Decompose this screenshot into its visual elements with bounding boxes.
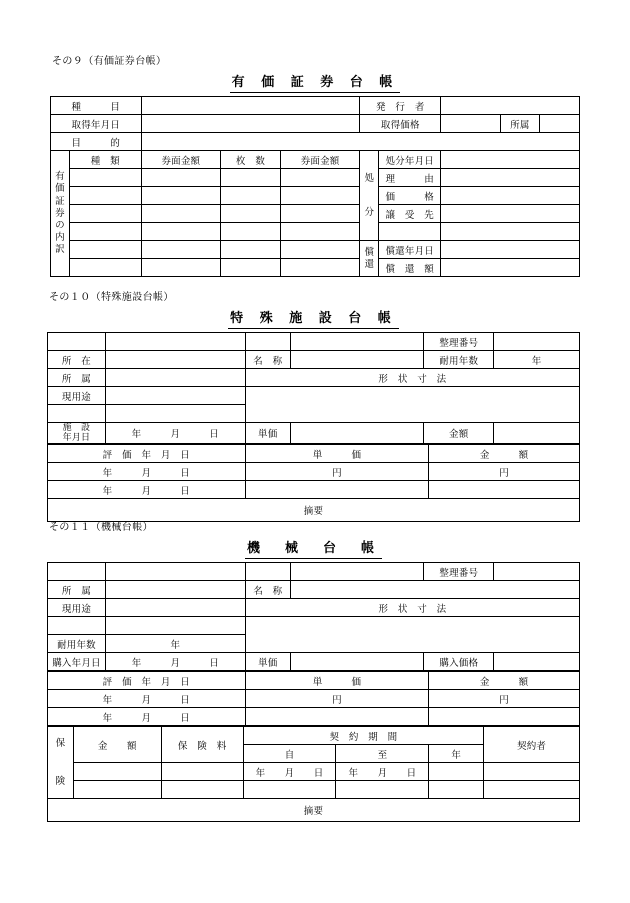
spacer-cell: [48, 333, 106, 351]
detail-cell[interactable]: [141, 169, 221, 187]
value-unit-price[interactable]: [290, 423, 424, 444]
label-control-number: 整理番号: [424, 333, 494, 351]
label-contract-period: 契 約 期 間: [243, 727, 484, 745]
value-name[interactable]: [290, 351, 424, 369]
blank-value-cell[interactable]: [105, 617, 245, 635]
detail-col-face2: 券面金額: [280, 151, 360, 169]
value-purpose[interactable]: [141, 133, 579, 151]
label-current-use: 現用途: [48, 599, 106, 617]
value-affiliation[interactable]: [105, 581, 245, 599]
insurance-label-char: 険: [55, 775, 66, 787]
value-durable-years[interactable]: 年: [494, 351, 580, 369]
valuation-date[interactable]: 年 月 日: [48, 708, 246, 726]
facility-valuation-row: [48, 481, 580, 499]
value-contractor[interactable]: [484, 763, 580, 781]
value-durable-years[interactable]: 年: [105, 635, 245, 653]
securities-row-purpose: [51, 133, 580, 151]
securities-detail-row: [51, 223, 580, 241]
blank-label-cell: [48, 617, 106, 635]
value-period-from[interactable]: [243, 781, 336, 799]
label-issuer: 発 行 者: [360, 97, 441, 115]
redemption-field-label: 償還年月日: [379, 241, 441, 259]
insurance-label: [48, 727, 74, 799]
label-period-years: 年: [429, 745, 484, 763]
value-name[interactable]: [290, 581, 579, 599]
value-current-use[interactable]: [105, 599, 245, 617]
machine-insurance-table: [47, 726, 580, 822]
value-period-years[interactable]: [429, 763, 484, 781]
securities-detail-row: [51, 241, 580, 259]
value-amount[interactable]: [494, 423, 580, 444]
detail-cell[interactable]: [280, 223, 360, 241]
redemption-label-char: 還: [364, 258, 375, 270]
label-amount: 金額: [424, 423, 494, 444]
redemption-field-value[interactable]: [441, 259, 580, 277]
insurance-label-char: 保: [55, 737, 66, 749]
detail-label-char: 証: [55, 195, 65, 207]
facility-valuation-row: [48, 463, 580, 481]
facility-table: [47, 332, 580, 444]
machine-form-title: 機 械 台 帳: [245, 541, 382, 559]
detail-cell[interactable]: [141, 205, 221, 223]
securities-table: [50, 96, 580, 277]
securities-detail-row: [51, 205, 580, 223]
detail-label-char: 価: [55, 183, 65, 195]
facility-row-install: [48, 423, 580, 444]
detail-col-face1: 券面金額: [141, 151, 221, 169]
insurance-data-row: [48, 763, 580, 781]
valuation-col-unit-price: 単 価: [245, 672, 429, 690]
machine-row-control-number: [48, 563, 580, 581]
detail-cell[interactable]: [280, 241, 360, 259]
valuation-col-unit-price: 単 価: [245, 445, 429, 463]
disposal-field-label: 処分年月日: [379, 151, 441, 169]
disposal-field-value[interactable]: [441, 169, 580, 187]
disposal-label-char: 処: [364, 172, 375, 184]
detail-label-char: 券: [55, 207, 65, 219]
label-purpose: 目 的: [51, 133, 142, 151]
detail-label-char: 訳: [55, 244, 65, 256]
facility-row-location: [48, 351, 580, 369]
valuation-date[interactable]: 年 月 日: [48, 463, 246, 481]
detail-cell[interactable]: [221, 169, 281, 187]
detail-cell[interactable]: [280, 187, 360, 205]
detail-cell[interactable]: [69, 205, 141, 223]
valuation-date[interactable]: 年 月 日: [48, 690, 246, 708]
label-purchase-price: 購入価格: [424, 653, 494, 671]
valuation-unit-price[interactable]: [245, 708, 429, 726]
disposal-field-label: 譲 受 先: [379, 205, 441, 223]
label-install-date: [48, 423, 106, 444]
value-control-number[interactable]: [494, 563, 580, 581]
label-acquire-date: 取得年月日: [51, 115, 142, 133]
label-insurance-premium: 保 険 料: [161, 727, 243, 763]
redemption-field-label: 償 還 額: [379, 259, 441, 277]
label-control-number: 整理番号: [424, 563, 494, 581]
disposal-field-label: 価 格: [379, 187, 441, 205]
facility-row-control-number: [48, 333, 580, 351]
value-contractor[interactable]: [484, 781, 580, 799]
label-install-line: 施 設: [62, 423, 91, 434]
facility-valuation-table: [47, 444, 580, 522]
label-remarks[interactable]: 摘要: [48, 499, 580, 522]
machine-row-purchase: [48, 653, 580, 671]
machine-row-affiliation: [48, 581, 580, 599]
disposal-field-value[interactable]: [441, 151, 580, 169]
redemption-label: [360, 241, 379, 277]
value-shape-size[interactable]: [245, 617, 579, 653]
disposal-field-label: 理 由: [379, 169, 441, 187]
detail-cell[interactable]: [69, 187, 141, 205]
label-affiliation: 所属: [500, 115, 540, 133]
valuation-unit-price[interactable]: 円: [245, 690, 429, 708]
spacer-cell: [245, 563, 290, 581]
value-kind[interactable]: [141, 97, 360, 115]
machine-form-heading: その１１（機械台帳）: [49, 522, 153, 533]
securities-row-kind: [51, 97, 580, 115]
securities-form-heading: その９（有価証券台帳）: [52, 56, 167, 67]
detail-label-char: 有: [55, 171, 65, 183]
disposal-label: [360, 151, 379, 241]
special-facility-ledger-form: [47, 288, 580, 522]
value-install-date[interactable]: 年 月 日: [105, 423, 245, 444]
value-purchase-date[interactable]: 年 月 日: [105, 653, 245, 671]
spacer-cell: [105, 563, 245, 581]
insurance-data-row: [48, 781, 580, 799]
facility-row-current-use: [48, 387, 580, 405]
valuation-amount[interactable]: 円: [429, 690, 580, 708]
label-current-use: 現用途: [48, 387, 106, 405]
spacer-cell: [245, 333, 290, 351]
detail-cell[interactable]: [221, 259, 281, 277]
machine-remarks-row: [48, 799, 580, 822]
disposal-label-char: 分: [364, 206, 375, 218]
value-issuer[interactable]: [441, 97, 580, 115]
value-period-years[interactable]: [429, 781, 484, 799]
label-unit-price: 単価: [245, 653, 290, 671]
value-insurance-amount[interactable]: [73, 781, 161, 799]
detail-cell[interactable]: [69, 169, 141, 187]
spacer-cell: [105, 333, 245, 351]
label-durable-years: 耐用年数: [424, 351, 494, 369]
machine-valuation-row: [48, 690, 580, 708]
value-insurance-premium[interactable]: [161, 781, 243, 799]
value-control-number[interactable]: [494, 333, 580, 351]
facility-form-heading: その１０（特殊施設台帳）: [49, 292, 174, 303]
detail-cell[interactable]: [69, 259, 141, 277]
valuation-col-amount: 金 額: [429, 445, 580, 463]
detail-cell[interactable]: [280, 169, 360, 187]
label-purchase-date: 購入年月日: [48, 653, 106, 671]
label-acquire-price: 取得価格: [360, 115, 441, 133]
securities-form-title: 有 価 証 券 台 帳: [230, 75, 401, 93]
valuation-amount[interactable]: [429, 481, 580, 499]
value-affiliation[interactable]: [540, 115, 580, 133]
machine-valuation-row: [48, 708, 580, 726]
detail-row-label: [51, 151, 70, 277]
valuation-amount[interactable]: [429, 708, 580, 726]
detail-cell[interactable]: [69, 223, 141, 241]
detail-cell[interactable]: [221, 205, 281, 223]
label-name: 名 称: [245, 351, 290, 369]
blank-value-cell[interactable]: [105, 405, 245, 423]
label-insurance-amount: 金 額: [73, 727, 161, 763]
label-period-from: 自: [243, 745, 336, 763]
disposal-field-value[interactable]: [441, 223, 580, 241]
valuation-date[interactable]: 年 月 日: [48, 481, 246, 499]
spacer-cell: [290, 333, 424, 351]
detail-cell[interactable]: [141, 187, 221, 205]
securities-detail-row: [51, 187, 580, 205]
label-location: 所 在: [48, 351, 106, 369]
machine-row-blank: [48, 617, 580, 635]
detail-cell[interactable]: [141, 223, 221, 241]
value-purchase-price[interactable]: [494, 653, 580, 671]
securities-detail-header: [51, 151, 580, 169]
securities-title-row: [50, 71, 580, 93]
value-acquire-price[interactable]: [441, 115, 500, 133]
securities-detail-row: [51, 259, 580, 277]
value-current-use[interactable]: [105, 387, 245, 405]
spacer-cell: [48, 563, 106, 581]
detail-cell[interactable]: [280, 205, 360, 223]
label-name: 名 称: [245, 581, 290, 599]
detail-col-sheets: 枚 数: [221, 151, 281, 169]
value-insurance-premium[interactable]: [161, 763, 243, 781]
machine-table: [47, 562, 580, 671]
label-shape-size: 形 状 寸 法: [245, 599, 579, 617]
machine-ledger-form: [47, 518, 580, 822]
label-shape-size: 形 状 寸 法: [245, 369, 579, 387]
label-durable-years: 耐用年数: [48, 635, 106, 653]
value-unit-price[interactable]: [290, 653, 424, 671]
machine-valuation-table: [47, 671, 580, 726]
label-install-line: 年月日: [62, 433, 91, 444]
value-location[interactable]: [105, 351, 245, 369]
facility-row-affiliation: [48, 369, 580, 387]
label-affiliation: 所 属: [48, 581, 106, 599]
detail-col-kind: 種 類: [69, 151, 141, 169]
value-insurance-amount[interactable]: [73, 763, 161, 781]
valuation-amount[interactable]: 円: [429, 463, 580, 481]
blank-label-cell: [48, 405, 106, 423]
label-unit-price: 単価: [245, 423, 290, 444]
label-remarks[interactable]: 摘要: [48, 799, 580, 822]
value-affiliation[interactable]: [105, 369, 245, 387]
detail-label-char: 内: [55, 231, 65, 243]
value-shape-size[interactable]: [245, 387, 579, 423]
machine-title-row: [47, 537, 580, 559]
redemption-field-value[interactable]: [441, 241, 580, 259]
label-period-to: 至: [336, 745, 429, 763]
value-period-to[interactable]: [336, 781, 429, 799]
detail-cell[interactable]: [141, 259, 221, 277]
disposal-field-value[interactable]: [441, 205, 580, 223]
securities-row-acquire: [51, 115, 580, 133]
label-affiliation: 所 属: [48, 369, 106, 387]
disposal-field-value[interactable]: [441, 187, 580, 205]
valuation-col-date: 評 価 年 月 日: [48, 672, 246, 690]
facility-title-row: [47, 307, 580, 329]
disposal-field-label: [379, 223, 441, 241]
machine-valuation-header: [48, 672, 580, 690]
detail-cell[interactable]: [221, 187, 281, 205]
value-acquire-date[interactable]: [141, 115, 360, 133]
securities-ledger-form: [50, 52, 580, 277]
spacer-cell: [290, 563, 424, 581]
valuation-col-date: 評 価 年 月 日: [48, 445, 246, 463]
value-period-to[interactable]: 年 月 日: [336, 763, 429, 781]
facility-valuation-header: [48, 445, 580, 463]
value-period-from[interactable]: 年 月 日: [243, 763, 336, 781]
insurance-header-row-1: [48, 727, 580, 745]
valuation-unit-price[interactable]: [245, 481, 429, 499]
valuation-unit-price[interactable]: 円: [245, 463, 429, 481]
detail-cell[interactable]: [221, 223, 281, 241]
label-kind: 種 目: [51, 97, 142, 115]
machine-row-current-use: [48, 599, 580, 617]
detail-cell[interactable]: [69, 241, 141, 259]
securities-detail-row: [51, 169, 580, 187]
detail-cell[interactable]: [141, 241, 221, 259]
facility-form-title: 特 殊 施 設 台 帳: [228, 311, 399, 329]
label-contractor: 契約者: [484, 727, 580, 763]
detail-label-char: の: [55, 219, 65, 231]
valuation-col-amount: 金 額: [429, 672, 580, 690]
detail-cell[interactable]: [280, 259, 360, 277]
detail-cell[interactable]: [221, 241, 281, 259]
redemption-label-char: 償: [364, 246, 375, 258]
